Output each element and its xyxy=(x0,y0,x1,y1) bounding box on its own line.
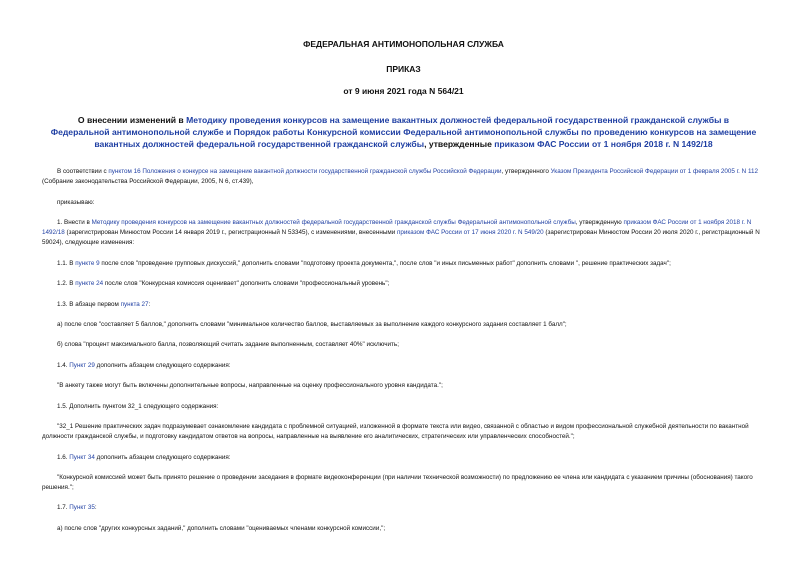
paragraph-quote-videoconference: "Конкурсной комиссией может быть принято решение о проведении заседания в формате видеоконференции (при наличии технической возможности) по предложению ее члена или кандидата с указанием причины (обоснования) такого решения."; xyxy=(42,473,753,492)
text: после слов "проведение групповых дискуссий," дополнить словами "подготовку проекта документа,", после слов "и иных письменных работ" дополнить словами ", решение практических задач"; xyxy=(99,259,671,267)
paragraph-item-1 xyxy=(42,218,765,249)
paragraph-item-1-5: 1.5. Дополнить пунктом 32_1 следующего содержания: xyxy=(57,402,219,410)
paragraph-quote-32-1: "32_1 Решение практических задач подразумевает ознакомление кандидата с проблемной ситуацией, изложенной в формате текста или видео, связанной с областью и видом профессиональной служебной деятельности по вакантной должности гражданской службы, и подготовку кандидатом ответов на вопросы, направленные на выявление его аналитических, стратегических или управленческих способностей."; xyxy=(42,422,749,441)
text: : xyxy=(94,504,97,512)
paragraph-item-1-3 xyxy=(42,300,765,310)
link-regulation-point-16[interactable]: пунктом 16 Положения о конкурсе на замещение вакантной должности государственной гражданской службы Российской Федерации xyxy=(108,168,502,175)
document-type: ПРИКАЗ xyxy=(386,64,421,74)
text: 1.4. xyxy=(57,361,70,369)
link-order-549[interactable]: приказом ФАС России от 17 июня 2020 г. N 549/20 xyxy=(396,229,544,237)
text: (зарегистрирован Минюстом России 20 июля 2020 г., регистрационный N 59024), следующие изменения: xyxy=(42,229,760,247)
text: 1.2. В xyxy=(57,280,76,288)
link-methodology[interactable]: Методику проведения конкурсов на замещение вакантных должностей федеральной государственной гражданской службы Федеральной антимонопольной службы xyxy=(91,218,576,226)
link-point-24[interactable]: пункте 24 xyxy=(75,280,104,288)
paragraph-preamble xyxy=(42,167,765,187)
title-text: , утвержденные xyxy=(424,139,495,149)
document-title xyxy=(42,114,765,150)
agency-name: ФЕДЕРАЛЬНАЯ АНТИМОНОПОЛЬНАЯ СЛУЖБА xyxy=(303,39,504,49)
text: , утвержденную xyxy=(575,218,624,226)
document-body xyxy=(42,167,765,534)
paragraph-item-1-4 xyxy=(42,361,765,371)
text: после слов "Конкурсная комиссия оценивает" дополнить словами "профессиональный уровень"; xyxy=(103,280,390,288)
link-point-35[interactable]: Пункт 35 xyxy=(69,504,95,512)
link-presidential-decree[interactable]: Указом Президента Российской Федерации от 1 февраля 2005 г. N 112 xyxy=(550,168,759,175)
paragraph-item-1-7 xyxy=(42,503,765,513)
text: (Собрание законодательства Российской Федерации, 2005, N 6, ст.439), xyxy=(42,178,254,186)
link-point-9[interactable]: пункте 9 xyxy=(75,259,100,267)
link-point-29[interactable]: Пункт 29 xyxy=(69,361,95,369)
text: дополнить абзацем следующего содержания: xyxy=(94,453,231,461)
link-point-27[interactable]: пункта 27 xyxy=(120,300,149,308)
text: 1. Внести в xyxy=(57,218,92,226)
link-point-34[interactable]: Пункт 34 xyxy=(69,453,95,461)
text: : xyxy=(148,300,151,308)
link-order-1492[interactable]: приказом ФАС России от 1 ноября 2018 г. N 1492/18 xyxy=(42,218,752,237)
text: В соответствии с xyxy=(57,168,109,175)
text: дополнить абзацем следующего содержания: xyxy=(94,361,231,369)
text: 1.7. xyxy=(57,504,70,512)
paragraph-subitem-b: б) слова "процент максимального балла, позволяющий считать задание выполненным, составляет 40%" исключить; xyxy=(57,341,399,349)
paragraph-item-1-6 xyxy=(42,453,765,463)
title-link-order[interactable]: приказом ФАС России от 1 ноября 2018 г. N 1492/18 xyxy=(494,139,713,149)
text: 1.6. xyxy=(57,453,70,461)
document-date-number: от 9 июня 2021 года N 564/21 xyxy=(343,86,464,96)
paragraph-item-1-2 xyxy=(42,279,765,289)
paragraph-subitem-a: а) после слов "составляет 5 баллов," дополнить словами "минимальное количество баллов, выставляемых за выполнение каждого конкурсного задания составляет 1 балл"; xyxy=(57,320,567,328)
text: 1.3. В абзаце первом xyxy=(57,300,121,308)
paragraph-item-1-1 xyxy=(42,259,765,269)
text: (зарегистрирован Минюстом России 14 января 2019 г., регистрационный N 53345), с изменениями, внесенными xyxy=(64,229,397,237)
paragraph-order-word: приказываю: xyxy=(57,198,95,206)
title-link-methodology[interactable]: Методику проведения конкурсов на замещение вакантных должностей федеральной государственной гражданской службы в Федеральной антимонопольной службе и Порядок работы Конкурсной комиссии Федеральной антимонопольной службы по проведению конкурсов на замещение вакантных должностей федеральной государственной гражданской службы xyxy=(50,115,757,149)
paragraph-subitem-a-2: а) после слов "других конкурсных заданий," дополнить словами "оцениваемых членами конкурсной комиссии,"; xyxy=(57,524,386,532)
title-text: О внесении изменений в xyxy=(77,115,187,125)
paragraph-quote-questionnaire: "В анкету также могут быть включены дополнительные вопросы, направленные на оценку профессионального уровня кандидата."; xyxy=(57,382,443,390)
text: 1.1. В xyxy=(57,259,76,267)
text: , утвержденного xyxy=(501,168,551,175)
